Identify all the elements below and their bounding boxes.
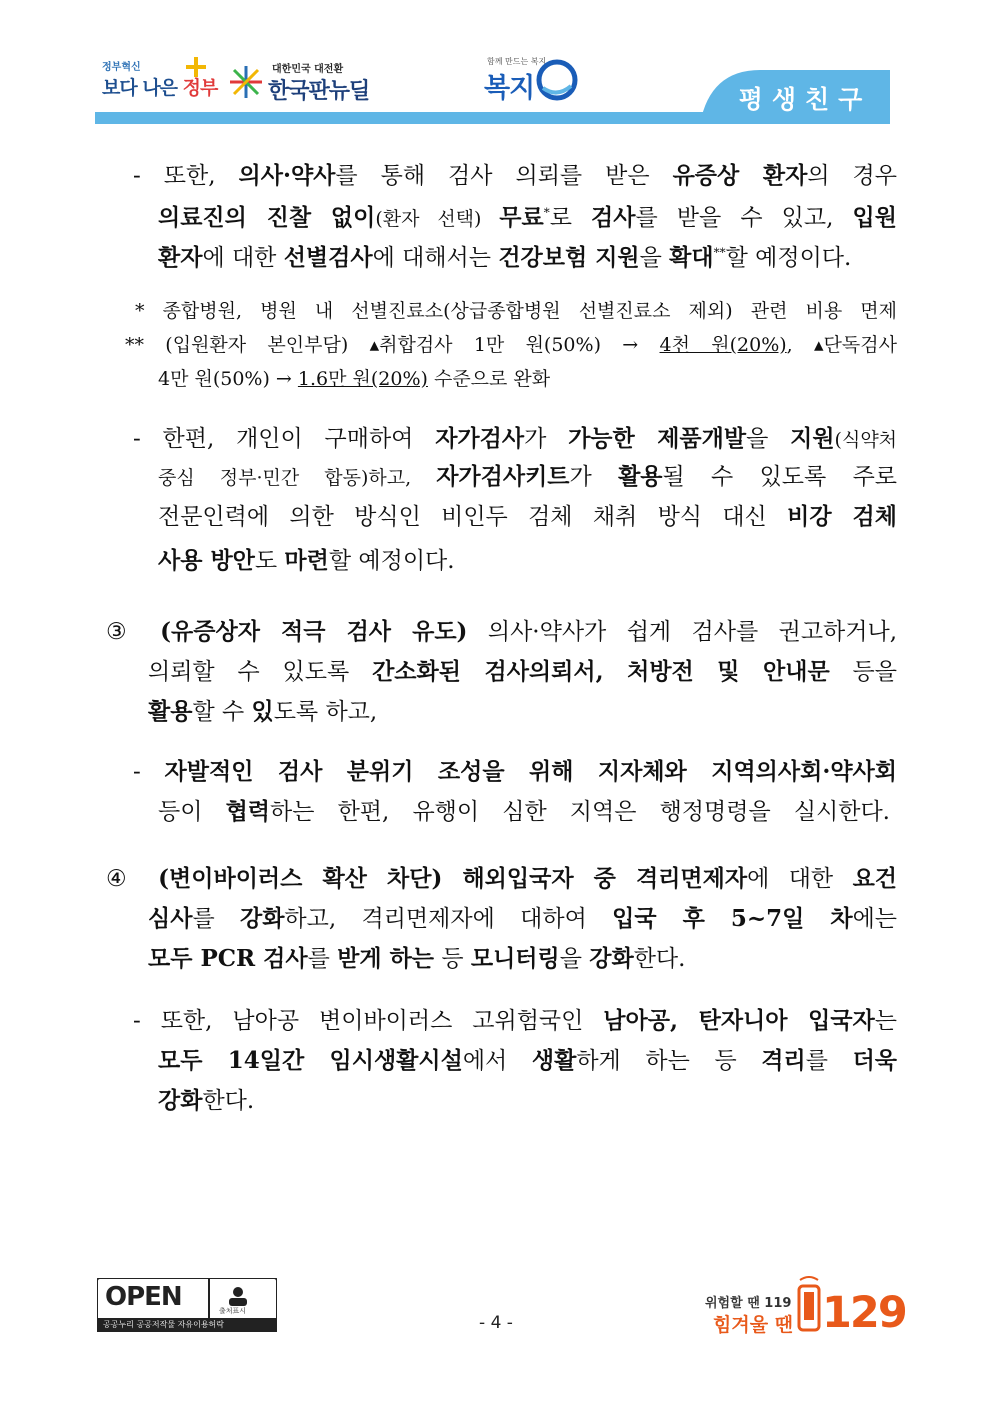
p2-text: 전문인력에 의한 방식인 비인두 검체 채취 방식 대신 [158, 504, 788, 530]
p6-bold: 생활 [531, 1047, 577, 1074]
p2-line2 [158, 462, 897, 492]
logo2-small-text: 대한민국 대전환 [272, 64, 344, 75]
p1-bold: 선별검사 [283, 244, 373, 271]
footnote-mark: * [543, 205, 550, 220]
p2-text: 도 [254, 548, 285, 574]
note-text: 4만 원(50%) → [158, 368, 298, 390]
p1-text: 로 [549, 205, 592, 231]
p4-bold: 협력 [225, 798, 271, 825]
p1-bold: 검사 [591, 204, 636, 231]
p1-text: 에 대한 [202, 245, 284, 271]
p1-bold: 의사·약사 [238, 162, 336, 189]
p1-text: 에 대해서는 [372, 245, 499, 271]
p2-text: (식약처 [834, 429, 898, 451]
p3-text: 할 수 [192, 699, 252, 725]
p1-bold: 유증상 환자 [672, 162, 808, 189]
p1-text: 를 받을 수 있고, [635, 205, 853, 231]
p4-text: 하는 한편, 유행이 심한 지역은 행정명령을 실시한다. [270, 799, 890, 825]
p2-bold: 자가검사키트 [436, 463, 570, 490]
p5-text: 하고, 격리면제자에 대하여 [284, 906, 613, 932]
p2-line3 [158, 502, 897, 532]
p5-bold: 모두 PCR 검사 [148, 945, 308, 972]
p1-text: 의 경우 [807, 163, 897, 189]
p5-bold: 받게 하는 [337, 945, 435, 972]
p3-line3 [148, 697, 897, 727]
p1-text: - 또한, [133, 163, 239, 189]
open-caption: 공공누리 공공저작물 자유이용허락 [103, 1320, 225, 1329]
p6-line1 [133, 1006, 897, 1036]
p1-bold: 건강보험 지원 [498, 244, 640, 271]
p5-text: 한다. [633, 946, 686, 972]
p1-bold: 환자 [158, 244, 203, 271]
p6-text: 하게 하는 등 [576, 1048, 762, 1074]
note-text: 수준으로 완화 [427, 368, 551, 390]
header-tab-label: 평생친구 [738, 85, 872, 114]
p2-text: 할 예정이다. [328, 548, 455, 574]
p6-text: - 또한, 남아공 변이바이러스 고위험국인 [133, 1008, 604, 1034]
p1-line1 [133, 161, 897, 191]
p5-line3 [148, 944, 897, 974]
note-3 [158, 366, 897, 392]
p3-bold: (유증상자 적극 검사 유도) [160, 618, 468, 645]
p2-bold: 가능한 제품개발 [568, 425, 747, 452]
p2-bold: 자가검사 [435, 425, 525, 452]
p2-text: 중심 정부·민간 합동)하고, [158, 467, 437, 489]
p6-text: 한다. [202, 1088, 255, 1114]
page-number: - 4 - [479, 1313, 513, 1333]
phone-icon [796, 1276, 822, 1334]
logo1-small-text: 정부혁신 [102, 62, 141, 73]
logo1-main-a: 보다 나은 [102, 77, 183, 99]
p5-line2 [148, 904, 897, 934]
p5-bold: 모니터링 [470, 945, 560, 972]
p5-text: ④ [106, 866, 159, 892]
person-icon [233, 1287, 243, 1297]
helpline-small-text: 위험할 땐 119 [705, 1296, 792, 1311]
p1-bold: 무료 [499, 204, 544, 231]
p1-text: 을 [639, 245, 670, 271]
note-underlined: 1.6만 원(20%) [297, 368, 428, 390]
p2-bold: 마련 [284, 547, 329, 574]
open-label: OPEN [105, 1282, 182, 1312]
p5-bold: 요건 [852, 865, 898, 892]
p5-bold: (변이바이러스 확산 차단) 해외입국자 중 격리면제자 [158, 865, 748, 892]
p3-bold: 활용 [148, 698, 193, 725]
note-text: ** (입원환자 본인부담) ▴취합검사 1만 원(50%) → [125, 334, 660, 356]
p1-text: 할 예정이다. [725, 245, 852, 271]
p2-bold: 비강 검체 [787, 503, 897, 530]
open-license-logo [97, 1278, 277, 1332]
p5-text: 를 [192, 906, 240, 932]
p3-text: 의뢰할 수 있도록 [148, 659, 373, 685]
p1-bold: 의료진의 진찰 없이 [158, 204, 376, 231]
p2-line1 [133, 424, 897, 454]
p1-bold: 확대 [669, 244, 714, 271]
p5-text: 을 [559, 946, 590, 972]
helpline-number: 129 [822, 1288, 906, 1338]
p1-line2 [158, 203, 897, 233]
p6-bold: 남아공, 탄자니아 입국자 [603, 1007, 875, 1034]
p5-text: 에 대한 [747, 866, 853, 892]
p1-bold: 입원 [852, 204, 897, 231]
p2-text: 가 [524, 426, 569, 452]
p5-bold: 입국 후 5~7일 차 [612, 905, 853, 932]
p5-line1 [106, 864, 897, 894]
p6-bold: 더욱 [852, 1047, 898, 1074]
p5-text: 등 [434, 946, 471, 972]
p2-text: 을 [746, 426, 791, 452]
logo2-main-text: 한국판뉴딜 [268, 79, 370, 104]
p3-text: 등을 [829, 659, 897, 685]
welfare-swoosh-icon [535, 58, 579, 102]
p6-text: 를 [805, 1048, 853, 1074]
p3-line1 [106, 617, 897, 647]
p4-text: 등이 [158, 799, 226, 825]
logo3-main-text: 복지 [484, 73, 535, 104]
attribution-label: 출처표시 [219, 1307, 247, 1315]
p6-bold: 모두 14일간 임시생활시설 [158, 1047, 463, 1074]
p2-text: - 한편, 개인이 구매하여 [133, 426, 436, 452]
p4-bold: 자발적인 검사 분위기 조성을 위해 지자체와 지역의사회·약사회 [164, 758, 897, 785]
p6-line3 [158, 1086, 897, 1116]
p1-text: 를 통해 검사 의뢰를 받은 [335, 163, 673, 189]
logo1-main-b: 정부 [182, 77, 218, 99]
p3-text: 도록 하고, [273, 699, 378, 725]
p4-text: - [133, 759, 165, 785]
footnote-mark: ** [713, 245, 726, 260]
p5-text: 를 [307, 946, 338, 972]
sparkle-icon [228, 64, 264, 100]
p2-text: 될 수 있도록 주로 [662, 464, 897, 490]
p1-text: (환자 선택) [375, 208, 500, 230]
plus-icon [185, 56, 207, 78]
p2-bold: 활용 [618, 463, 663, 490]
p5-bold: 심사 [148, 905, 193, 932]
p4-line2 [158, 797, 890, 827]
p3-bold: 있 [251, 698, 274, 725]
note-2 [125, 332, 897, 358]
p1-line3 [158, 243, 897, 273]
page-header [0, 0, 992, 130]
p2-text: 가 [569, 464, 619, 490]
p3-text: 의사·약사가 쉽게 검사를 권고하거나, [467, 619, 898, 645]
p3-bold: 간소화된 검사의뢰서, 처방전 및 안내문 [372, 658, 830, 685]
p6-bold: 격리 [761, 1047, 806, 1074]
p4-line1 [133, 757, 897, 787]
logo3-small-text: 함께 만드는 복지 [487, 57, 547, 66]
p6-text: 에서 [462, 1048, 532, 1074]
p5-bold: 강화 [589, 945, 634, 972]
p6-bold: 강화 [158, 1087, 203, 1114]
p2-bold: 지원 [790, 425, 835, 452]
note-1: * 종합병원, 병원 내 선별진료소(상급종합병원 선별진료소 제외) 관련 비용 면제 [135, 300, 897, 322]
p2-bold: 사용 방안 [158, 547, 255, 574]
p6-text: 는 [874, 1008, 897, 1034]
p6-line2 [158, 1046, 897, 1076]
note-text: , ▴단독검사 [786, 334, 897, 356]
p3-text: ③ [106, 619, 161, 645]
note-underlined: 4천 원(20%) [659, 334, 787, 356]
p3-line2 [148, 657, 897, 687]
p5-text: 에는 [852, 906, 897, 932]
p5-bold: 강화 [239, 905, 285, 932]
helpline-main-text: 힘겨울 땐 [713, 1314, 794, 1336]
p2-line4 [158, 546, 897, 576]
